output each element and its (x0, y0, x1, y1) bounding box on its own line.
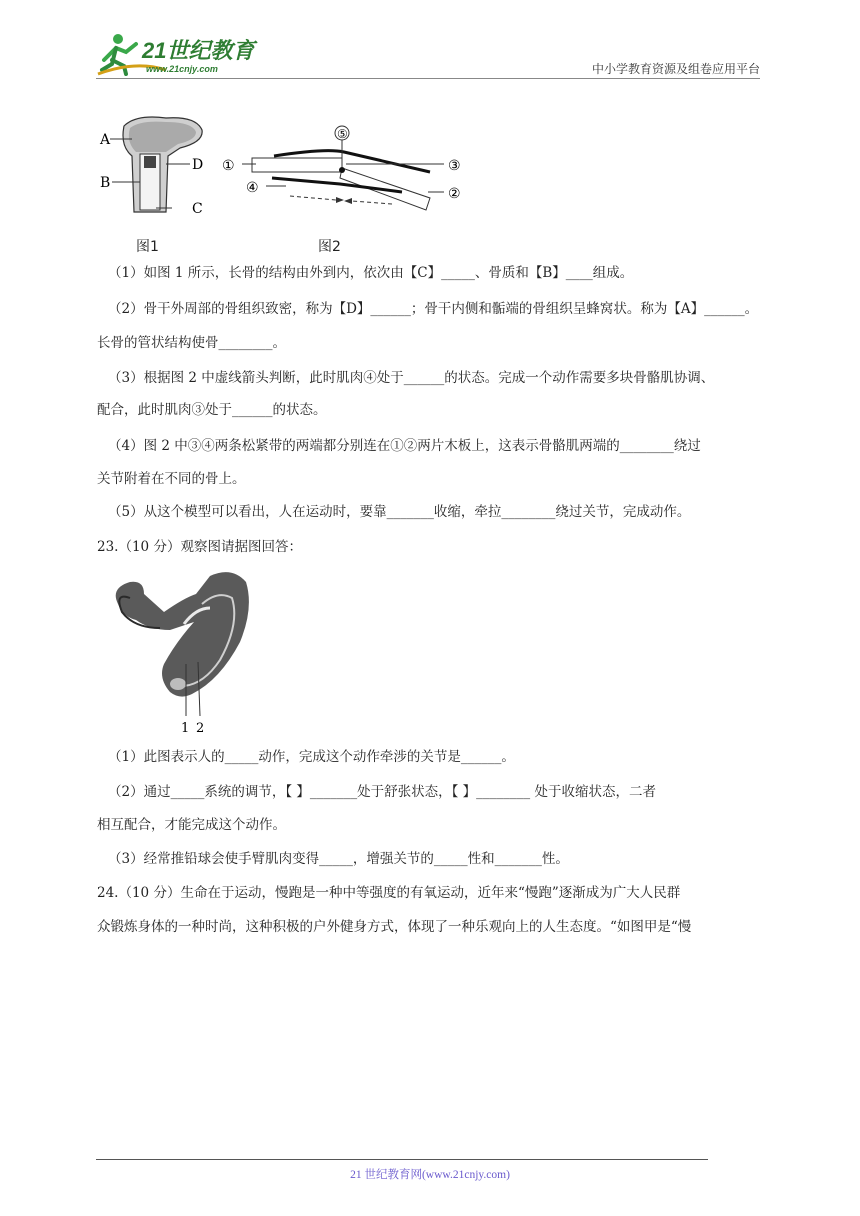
arm-label-1: 1 (181, 721, 190, 736)
header-divider (96, 78, 760, 79)
bone-and-model-diagram (96, 112, 496, 252)
q24-line-2: 众锻炼身体的一种时尚，这种积极的户外健身方式，体现了一种乐观向上的人生态度。“如图甲是“慢 (97, 919, 692, 935)
figure-2-caption: 图2 (318, 239, 341, 255)
figure-1-2 (96, 112, 496, 252)
q22-line-5: 配合，此时肌肉③处于______的状态。 (97, 402, 327, 418)
footer-text[interactable]: 21 世纪教育网(www.21cnjy.com) (350, 1169, 510, 1181)
q22-line-8: （5）从这个模型可以看出，人在运动时，要靠_______收缩，牵拉________绕过关节，完成动作。 (108, 504, 691, 520)
label-5: ⑤ (337, 127, 348, 141)
long-bone-figure (99, 117, 203, 217)
figure-1-caption: 图1 (136, 239, 159, 255)
arm-label-2: 2 (196, 721, 205, 736)
arm-muscle-figure (100, 568, 260, 736)
q23-line-4: （3）经常推铅球会使手臂肌肉变得_____，增强关节的_____性和_______性。 (108, 851, 569, 867)
q22-line-1: （1）如图 1 所示，长骨的结构由外到内，依次由【C】_____、骨质和【B】____组成。 (108, 265, 634, 281)
site-logo (96, 30, 266, 78)
logo-text: 21世纪教育 (142, 38, 255, 63)
q22-line-7: 关节附着在不同的骨上。 (97, 471, 246, 487)
q22-line-3: 长骨的管状结构使骨________。 (97, 335, 286, 351)
joint-model-figure (222, 126, 461, 210)
q22-line-4: （3）根据图 2 中虚线箭头判断，此时肌肉④处于______的状态。完成一个动作需要多块骨骼肌协调、 (108, 370, 715, 386)
label-B: B (100, 175, 111, 191)
label-2: ② (448, 186, 461, 202)
footer-divider (96, 1159, 708, 1160)
header-platform-text: 中小学教育资源及组卷应用平台 (591, 62, 760, 76)
page-header (96, 30, 760, 80)
logo-url: www.21cnjy.com (146, 64, 218, 74)
q23-line-1: （1）此图表示人的_____动作，完成这个动作牵涉的关节是______。 (108, 749, 515, 765)
label-3: ③ (448, 158, 461, 174)
q23-line-3: 相互配合，才能完成这个动作。 (97, 817, 286, 833)
label-D: D (192, 157, 204, 173)
label-C: C (192, 201, 203, 217)
q23-title: 23.（10 分）观察图请据图回答： (97, 539, 302, 555)
label-A: A (100, 132, 111, 148)
label-4: ④ (246, 180, 259, 196)
q22-line-6: （4）图 2 中③④两条松紧带的两端都分别连在①②两片木板上，这表示骨骼肌两端的________绕过 (108, 438, 701, 454)
q22-line-2: （2）骨干外周部的骨组织致密，称为【D】______；骨干内侧和骺端的骨组织呈蜂窝状。称为【A】______。 (108, 301, 759, 317)
q24-line-1: 24.（10 分）生命在于运动，慢跑是一种中等强度的有氧运动，近年来“慢跑”逐渐成为广大人民群 (97, 885, 681, 901)
q23-line-2: （2）通过_____系统的调节，【 】_______处于舒张状态，【 】________ 处于收缩状态，二者 (108, 784, 656, 800)
label-1: ① (222, 158, 235, 174)
